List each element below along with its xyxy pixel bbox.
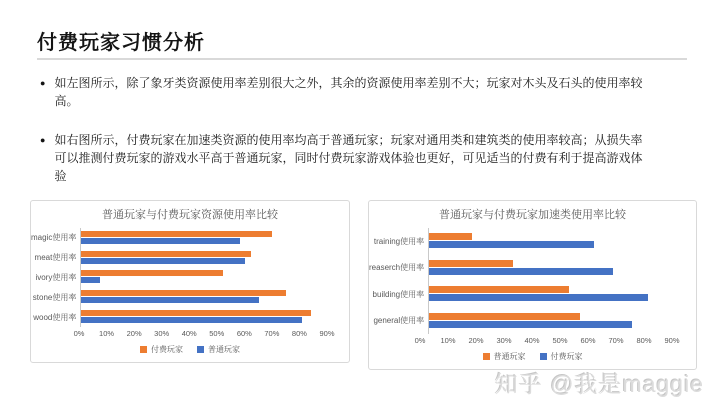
category-axis — [31, 228, 80, 327]
bar-付费玩家 — [81, 290, 286, 296]
axis-tick-label: 50% — [209, 329, 225, 338]
legend-item — [540, 351, 583, 362]
bar-group — [429, 308, 672, 335]
legend-item — [483, 351, 526, 362]
axis-tick-label: 10% — [440, 336, 456, 345]
bar-普通玩家 — [81, 238, 239, 244]
legend-label: 付费玩家 — [151, 344, 183, 354]
axis-tick-label: 80% — [291, 329, 307, 338]
category-label: ivory使用率 — [35, 272, 77, 282]
axis-tick-label: 20% — [126, 329, 142, 338]
bullet-dot-icon: ● — [40, 135, 46, 145]
category-label: magic使用率 — [31, 233, 77, 243]
category-label: stone使用率 — [32, 292, 77, 302]
bar-普通玩家 — [429, 233, 472, 240]
legend-swatch-icon — [140, 346, 147, 353]
axis-tick-label: 90% — [319, 329, 335, 338]
bullet-item — [40, 131, 652, 185]
legend-swatch-icon — [197, 346, 204, 353]
axis-tick-label: 60% — [580, 336, 596, 345]
bar-普通玩家 — [81, 317, 302, 323]
bar-付费玩家 — [81, 231, 272, 237]
axis-tick-label: 30% — [154, 329, 170, 338]
bar-普通玩家 — [81, 297, 258, 303]
bar-付费玩家 — [429, 268, 613, 275]
axis-tick-label: 40% — [524, 336, 540, 345]
category-label: meat使用率 — [34, 253, 77, 263]
bar-付费玩家 — [429, 321, 631, 328]
axis-tick-label: 20% — [468, 336, 484, 345]
bar-普通玩家 — [429, 260, 513, 267]
legend-label: 普通玩家 — [493, 351, 526, 361]
chart-title: 普通玩家与付费玩家加速类使用率比较 — [439, 209, 626, 221]
axis-tick-label: 0% — [73, 329, 85, 338]
bar-普通玩家 — [429, 286, 569, 293]
bar-area — [80, 228, 327, 327]
chart-legend — [369, 347, 696, 365]
chart-plot-area — [31, 228, 349, 327]
bar-付费玩家 — [81, 270, 223, 276]
title-divider — [37, 58, 687, 60]
chart-legend — [31, 340, 349, 358]
bar-group — [81, 268, 327, 288]
value-axis — [414, 334, 680, 347]
bullet-dot-icon: ● — [40, 78, 46, 88]
bar-group — [429, 255, 672, 282]
chart-speedup-usage — [368, 200, 697, 370]
axis-tick-label: 10% — [99, 329, 115, 338]
axis-tick-label: 60% — [236, 329, 252, 338]
bar-group — [81, 228, 327, 248]
legend-item — [197, 344, 240, 355]
bullet-item — [40, 74, 652, 110]
legend-label: 普通玩家 — [208, 344, 240, 354]
axis-tick-label: 90% — [664, 336, 680, 345]
chart-plot-area — [369, 228, 696, 334]
value-axis — [73, 327, 335, 340]
category-label: general使用率 — [373, 316, 425, 326]
legend-item — [140, 344, 183, 355]
chart-resource-usage — [30, 200, 350, 363]
category-label: wood使用率 — [33, 312, 77, 322]
bar-group — [81, 248, 327, 268]
bar-group — [429, 228, 672, 255]
axis-tick-label: 70% — [608, 336, 624, 345]
page-title: 付费玩家习惯分析 — [37, 32, 205, 54]
bullet-text: 如右图所示，付费玩家在加速类资源的使用率均高于普通玩家；玩家对通用类和建筑类的使用率较高；从损失率可以推测付费玩家的游戏水平高于普通玩家，同时付费玩家游戏体验也更好，可见适当的付费有利于提高游戏体验 — [54, 133, 643, 183]
axis-tick-label: 70% — [264, 329, 280, 338]
bullet-text: 如左图所示，除了象牙类资源使用率差别很大之外，其余的资源使用率差别不大；玩家对木头及石头的使用率较高。 — [54, 76, 643, 108]
bar-area — [428, 228, 672, 334]
bullet-list — [40, 74, 652, 206]
axis-tick-label: 30% — [496, 336, 512, 345]
axis-tick-label: 0% — [414, 336, 426, 345]
bar-普通玩家 — [81, 258, 245, 264]
category-label: training使用率 — [373, 236, 425, 246]
bar-付费玩家 — [429, 294, 648, 301]
axis-tick-label: 40% — [181, 329, 197, 338]
bar-group — [81, 307, 327, 327]
chart-title: 普通玩家与付费玩家资源使用率比较 — [102, 209, 278, 221]
bar-普通玩家 — [429, 313, 580, 320]
legend-label: 付费玩家 — [550, 351, 583, 361]
zhihu-watermark: 知乎 @我是maggie — [494, 371, 704, 397]
legend-swatch-icon — [483, 353, 490, 360]
bar-group — [429, 281, 672, 308]
bar-付费玩家 — [81, 251, 250, 257]
category-label: reaserch使用率 — [369, 263, 425, 273]
legend-swatch-icon — [540, 353, 547, 360]
category-label: building使用率 — [372, 289, 425, 299]
bar-group — [81, 287, 327, 307]
axis-tick-label: 80% — [636, 336, 652, 345]
bar-普通玩家 — [81, 277, 100, 283]
bar-付费玩家 — [81, 310, 310, 316]
bar-付费玩家 — [429, 241, 594, 248]
axis-tick-label: 50% — [552, 336, 568, 345]
category-axis — [369, 228, 428, 334]
